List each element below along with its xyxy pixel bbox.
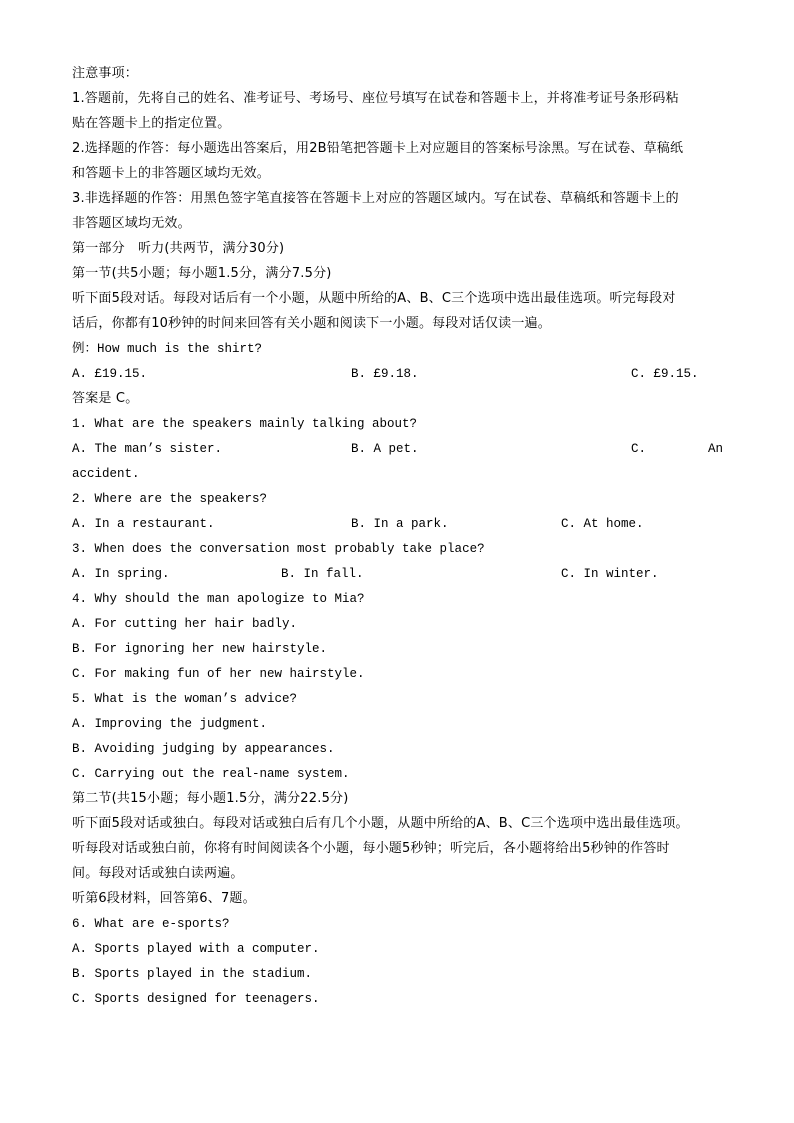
question-5-option-a: A. Improving the judgment. [72, 717, 268, 731]
note-item-3-line-1: 3.非选择题的作答：用黑色签字笔直接答在答题卡上对应的答题区域内。写在试卷、草稿纸和答题卡上的 [72, 191, 679, 206]
question-6-option-c: C. Sports designed for teenagers. [72, 992, 320, 1006]
notes-title: 注意事项： [72, 66, 139, 81]
note-item-2-line-2: 和答题卡上的非答题区域均无效。 [72, 166, 271, 181]
question-3-stem: 3. When does the conversation most probably take place? [72, 542, 485, 556]
note-item-2-line-1: 2.选择题的作答：每小题选出答案后，用2B铅笔把答题卡上对应题目的答案标号涂黑。写在试卷、草稿纸 [72, 141, 684, 156]
question-4-option-b: B. For ignoring her new hairstyle. [72, 642, 328, 656]
section1-instructions-line-1: 听下面5段对话。每段对话后有一个小题，从题中所给的A、B、C三个选项中选出最佳选项。听完每段对 [72, 291, 676, 306]
question-1-option-c-prefix: C. [631, 442, 647, 456]
section1-instructions-line-2: 话后，你都有10秒钟的时间来回答有关小题和阅读下一小题。每段对话仅读一遍。 [72, 316, 551, 331]
question-5-option-c: C. Carrying out the real-name system. [72, 767, 350, 781]
question-3-option-b: B. In fall. [281, 567, 364, 581]
section1-title: 第一节(共5小题；每小题1.5分，满分7.5分) [72, 266, 332, 281]
note-item-1-line-2: 贴在答题卡上的指定位置。 [72, 116, 231, 131]
question-3-option-a: A. In spring. [72, 567, 170, 581]
question-4-option-c: C. For making fun of her new hairstyle. [72, 667, 365, 681]
question-1-stem: 1. What are the speakers mainly talking about? [72, 417, 418, 431]
section2-instructions-line-1: 听下面5段对话或独白。每段对话或独白后有几个小题，从题中所给的A、B、C三个选项中选出最佳选项。 [72, 816, 689, 831]
question-2-option-b: B. In a park. [351, 517, 449, 531]
question-1-option-a: A. The man’s sister. [72, 442, 223, 456]
material-6-heading: 听第6段材料，回答第6、7题。 [72, 891, 256, 906]
question-4-option-a: A. For cutting her hair badly. [72, 617, 298, 631]
example-option-b: B. £9.18. [351, 367, 419, 381]
question-6-option-a: A. Sports played with a computer. [72, 942, 320, 956]
question-2-option-a: A. In a restaurant. [72, 517, 215, 531]
question-1-option-b: B. A pet. [351, 442, 419, 456]
example-answer: 答案是 C。 [72, 391, 139, 406]
part1-title: 第一部分 听力(共两节，满分30分) [72, 241, 285, 256]
example-option-a: A. £19.15. [72, 367, 148, 381]
note-item-3-line-2: 非答题区域均无效。 [72, 216, 191, 231]
question-6-option-b: B. Sports played in the stadium. [72, 967, 313, 981]
question-1-option-c-word: An [708, 442, 724, 456]
note-item-1-line-1: 1.答题前，先将自己的姓名、准考证号、考场号、座位号填写在试卷和答题卡上，并将准考证号条形码粘 [72, 91, 679, 106]
question-6-stem: 6. What are e-sports? [72, 917, 230, 931]
question-5-option-b: B. Avoiding judging by appearances. [72, 742, 335, 756]
question-4-stem: 4. Why should the man apologize to Mia? [72, 592, 365, 606]
section2-instructions-line-2: 听每段对话或独白前，你将有时间阅读各个小题，每小题5秒钟；听完后，各小题将给出5秒钟的作答时 [72, 841, 670, 856]
section2-title: 第二节(共15小题；每小题1.5分，满分22.5分) [72, 791, 349, 806]
question-5-stem: 5. What is the woman’s advice? [72, 692, 298, 706]
question-1-option-c-wrap: accident. [72, 467, 140, 481]
question-2-stem: 2. Where are the speakers? [72, 492, 268, 506]
question-3-option-c: C. In winter. [561, 567, 659, 581]
example-option-c: C. £9.15. [631, 367, 699, 381]
example-question: 例：How much is the shirt? [72, 342, 263, 356]
section2-instructions-line-3: 间。每段对话或独白读两遍。 [72, 866, 244, 881]
question-2-option-c: C. At home. [561, 517, 644, 531]
